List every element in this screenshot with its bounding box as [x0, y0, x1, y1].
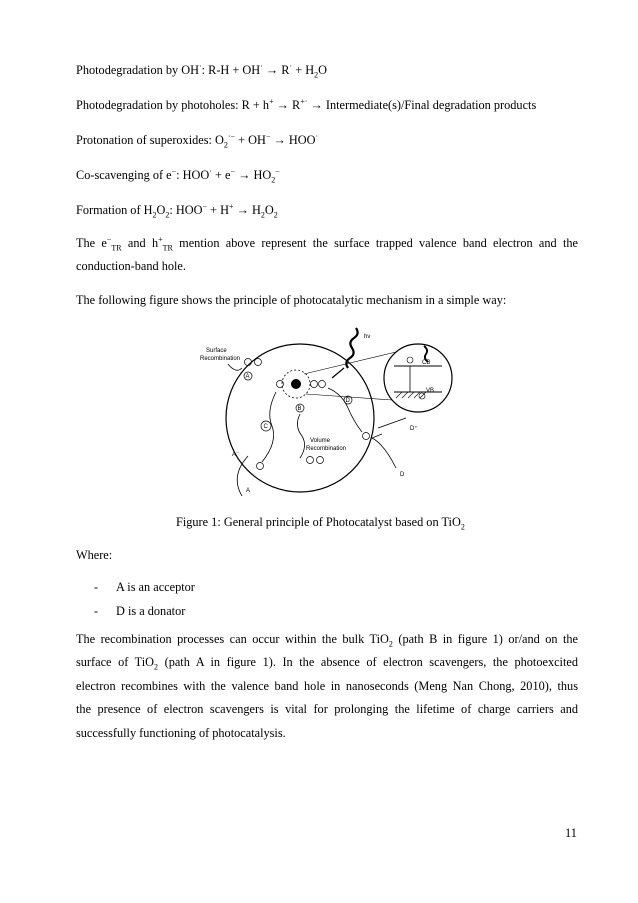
paragraph-recombination: The recombination processes can occur within the bulk TiO$_2$ (path B in figure 1) or/and on the surface of TiO$_2$ (path A in figure 1). In the absence of electron scavengers, the photoexcited electron recombines with the valence band hole in nanoseconds (Meng Nan Chong, 2010), thus the presence of electron scavengers is vital for prolonging the lifetime of charge carriers and successfully functioning of photocatalysis. [76, 632, 579, 740]
surface-recombination-label-2: Recombination [200, 356, 241, 362]
equation-superoxide-protonation: Protonation of superoxides: $O_2^{\cdot-} + OH^- \to HOO^\cdot$ [76, 131, 319, 150]
excitation-center-dot [291, 379, 301, 389]
equation-hydroxyl-photodegradation: Photodegradation by OH·: $R-H + OH^\cdot \to R^\cdot + H_2O$ [76, 61, 327, 80]
bullet-acceptor: - A is an acceptor [94, 580, 195, 594]
a-minus-label: A⁻ [232, 452, 240, 458]
hv-label: hν [364, 334, 371, 340]
paragraph-trapped-carriers: The $e^-_{TR}$ and $h^+_{TR}$ mention above represent the surface trapped valence band electron and the conduction-band hole. [76, 234, 578, 274]
magnify-line-top [304, 352, 396, 374]
vb-label: VB [426, 388, 435, 394]
surface-recombination-label-1: Surface [206, 348, 227, 354]
cb-label: CB [422, 360, 431, 366]
photocatalysis-mechanism-figure [196, 326, 454, 496]
paragraph-figure-intro: The following figure shows the principle of photocatalytic mechanism in a simple way: [76, 293, 507, 307]
volume-recombination-label-2: Recombination [306, 446, 347, 452]
a-bottom-label: A [246, 488, 251, 494]
path-c-label: C [263, 424, 268, 430]
figure-caption: Figure 1: General principle of Photocatalyst based on TiO$_2$ [176, 515, 465, 532]
where-label: Where: [76, 548, 113, 562]
equation-h2o2-formation: Formation of $H_2O_2$: $HOO^- + H^+ \to H_2O_2$ [76, 201, 278, 220]
path-b-label: B [297, 406, 302, 412]
page-number: 11 [565, 826, 577, 840]
bullet-donator: - D is a donator [94, 604, 186, 618]
band-diagram-circle [384, 344, 452, 412]
path-a-label: A [245, 374, 250, 380]
path-d-label: D [345, 398, 350, 404]
volume-recombination-label-1: Volume [310, 438, 331, 444]
equation-photohole-degradation: Photodegradation by photoholes: R + h+ → R+· → Intermediate(s)/Final degradation products [76, 96, 537, 112]
d-bottom-label: D [400, 472, 405, 478]
tio2-particle-circle [226, 344, 374, 492]
d-plus-label: D⁺ [410, 426, 418, 432]
equation-co-scavenging: Co-scavenging of e−: $HOO^\cdot + e^- \to HO_2^-$ [76, 166, 280, 185]
